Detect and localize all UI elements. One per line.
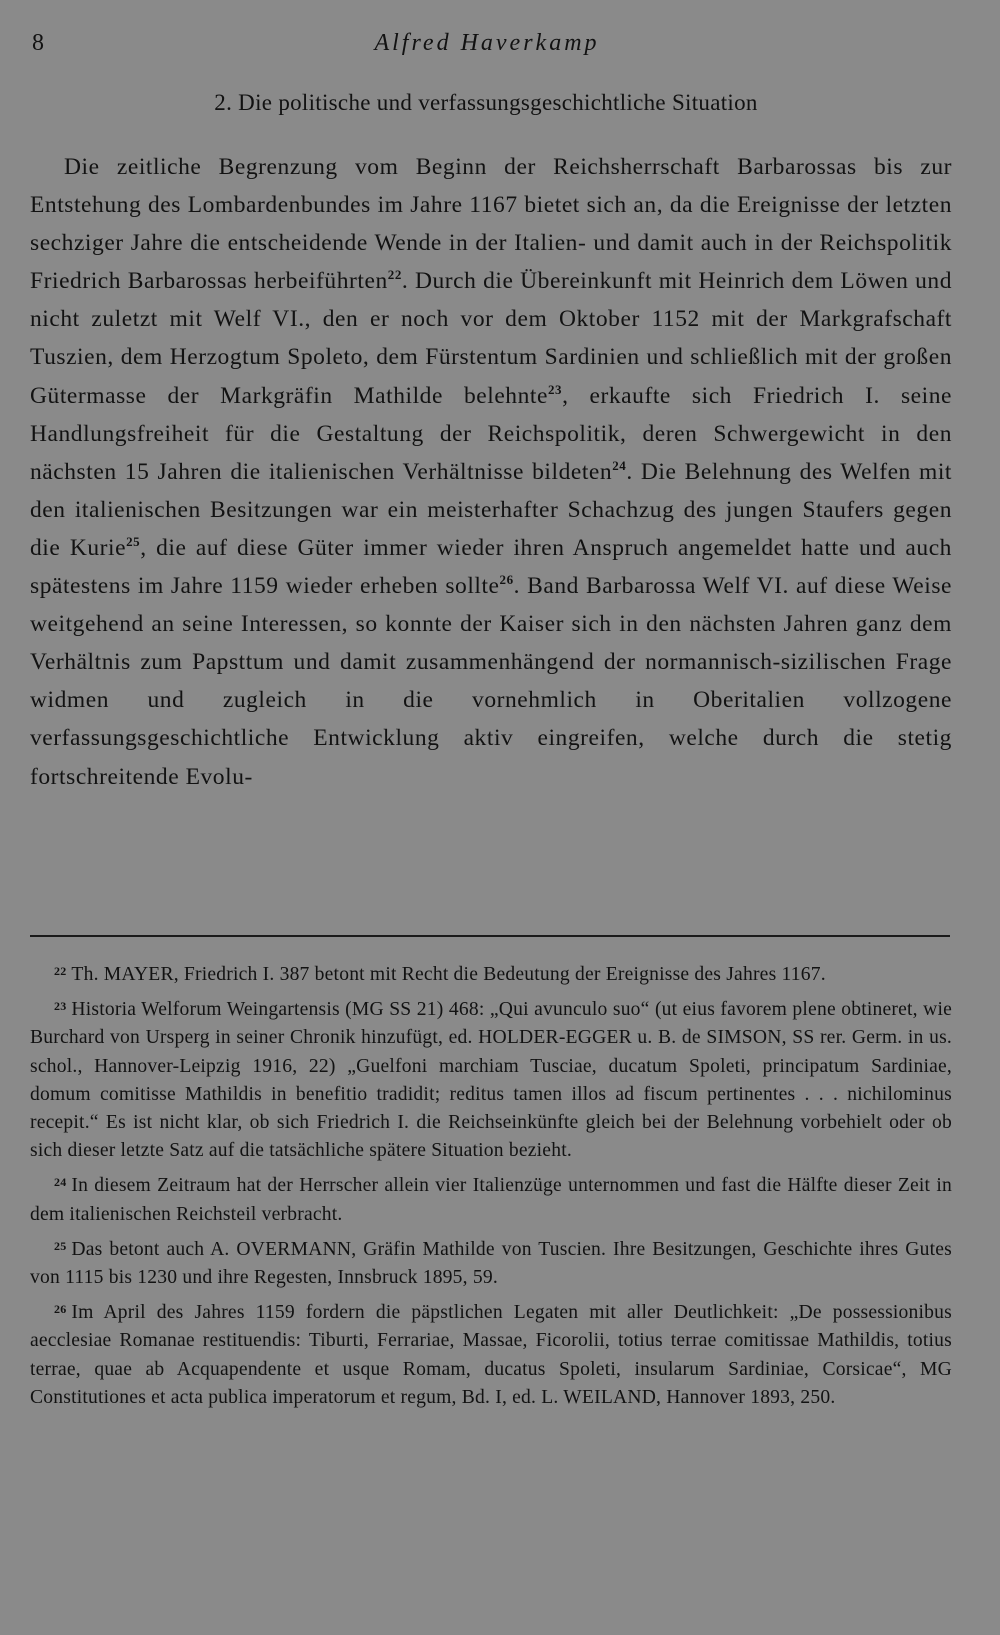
footnote-26: [30, 1295, 952, 1412]
footnote-ref[interactable]: 22: [387, 267, 402, 283]
running-head: Alfred Haverkamp: [374, 30, 600, 56]
text-segment: Die zeitliche Begrenzung vom Beginn der Reichsherrschaft Barbarossas bis zur Entstehung des Lombardenbundes im Jahre 1167 bietet sich an, da die Ereignisse der letzten sechziger Jahre die entscheidende Wende in der Italien- und damit auch in der Reichspolitik Friedrich Barbarossas herbeiführten: [30, 154, 952, 295]
footnote-separator: [30, 935, 950, 937]
footnote-number: 25: [54, 1238, 67, 1253]
body-text: [30, 148, 952, 796]
footnote-ref[interactable]: 26: [499, 572, 514, 588]
page-number: 8: [32, 30, 44, 56]
footnote-number: 24: [54, 1175, 67, 1190]
footnote-text: Im April des Jahres 1159 fordern die päpstlichen Legaten mit aller Deutlichkeit: „De possessionibus aecclesiae Romanae restituendis: Tiburti, Ferrariae, Massae, Ficorolii, totius terrae comitissae Mathildis, totius terrae, quae ab Acquapendente et usque Romam, ducatus Spoleti, insularum Sardiniae, Corsicae“, MG Constitutiones et acta publica imperatorum et regum, Bd. I, ed. L. WEILAND, Hannover 1893, 250.: [30, 1302, 952, 1408]
text-segment: . Durch die Übereinkunft mit Heinrich dem Löwen und nicht zuletzt mit Welf VI., den er noch vor dem Oktober 1152 mit der Markgrafschaft Tuszien, dem Herzogtum Spoleto, dem Fürstentum Sardinien und schließlich mit der großen Gütermasse der Markgräfin Mathilde belehnte: [30, 268, 952, 409]
footnote-number: 23: [54, 999, 67, 1014]
text-segment: . Band Barbarossa Welf VI. auf diese Weise weitgehend an seine Interessen, so konnte der Kaiser sich in den nächsten Jahren ganz dem Verhältnis zum Papsttum und damit zusammenhängend der normannisch-sizilischen Frage widmen und zugleich in die vornehmlich in Oberitalien vollzogene verfassungsgeschichtliche Entwicklung aktiv eingreifen, welche durch die stetig fortschreitende Evolu-: [30, 573, 953, 790]
footnote-number: 26: [54, 1302, 67, 1317]
text-segment: , die auf diese Güter immer wieder ihren Anspruch angemeldet hatte und auch spätestens im Jahre 1159 wieder erheben sollte: [30, 534, 952, 600]
footnotes: [30, 957, 952, 1415]
footnote-text: Historia Welforum Weingartensis (MG SS 21) 468: „Qui avunculo suo“ (ut eius favorem plene obtineret, wie Burchard von Ursperg in seiner Chronik hinzufügt, ed. HOLDER-EGGER u. B. de SIMSON, SS rer. Germ. in us. schol., Hannover-Leipzig 1916, 22) „Guelfoni marchiam Tusciae, ducatum Spoleti, principatum Sardiniae, domum comitisse Mathildis in benefitio tradidit; reditus tamen illos ad fiscum pertinentes . . . nichilominus recepit.“ Es ist nicht klar, ob sich Friedrich I. die Reichseinkünfte gleich bei der Belehnung vorbehielt oder ob sich dieser letzte Satz auf die tatsächliche spätere Situation bezieht.: [30, 999, 952, 1162]
footnote-text: In diesem Zeitraum hat der Herrscher allein vier Italienzüge unternommen und fast die Hälfte dieser Zeit in dem italienischen Reichsteil verbracht.: [30, 1175, 952, 1225]
section-title: 2. Die politische und verfassungsgeschichtliche Situation: [214, 90, 758, 115]
footnote-ref[interactable]: 24: [612, 457, 627, 473]
footnote-number: 22: [54, 964, 67, 978]
footnote-text: Das betont auch A. OVERMANN, Gräfin Mathilde von Tuscien. Ihre Besitzungen, Geschichte ihres Gutes von 1115 bis 1230 und ihre Regesten, Innsbruck 1895, 59.: [30, 1238, 952, 1289]
footnote-ref[interactable]: 23: [547, 381, 563, 397]
body-paragraph: [30, 148, 952, 796]
footnote-ref[interactable]: 25: [126, 533, 141, 549]
footnote-25: [30, 1232, 952, 1292]
text-segment: . Die Belehnung des Welfen mit den italienischen Besitzungen war ein meisterhafter Schachzug des jungen Staufers gegen die Kurie: [30, 458, 952, 561]
text-segment: , erkaufte sich Friedrich I. seine Handlungsfreiheit für die Gestaltung der Reichspolitik, deren Schwergewicht in den nächsten 15 Jahren die italienischen Verhältnisse bildeten: [30, 382, 952, 485]
page-header: [32, 30, 942, 64]
footnote-24: [30, 1168, 952, 1228]
footnote-23: [30, 992, 952, 1165]
footnote-text: Th. MAYER, Friedrich I. 387 betont mit Recht die Bedeutung der Ereignisse des Jahres 1167.: [71, 964, 826, 985]
footnote-22: [30, 957, 952, 989]
